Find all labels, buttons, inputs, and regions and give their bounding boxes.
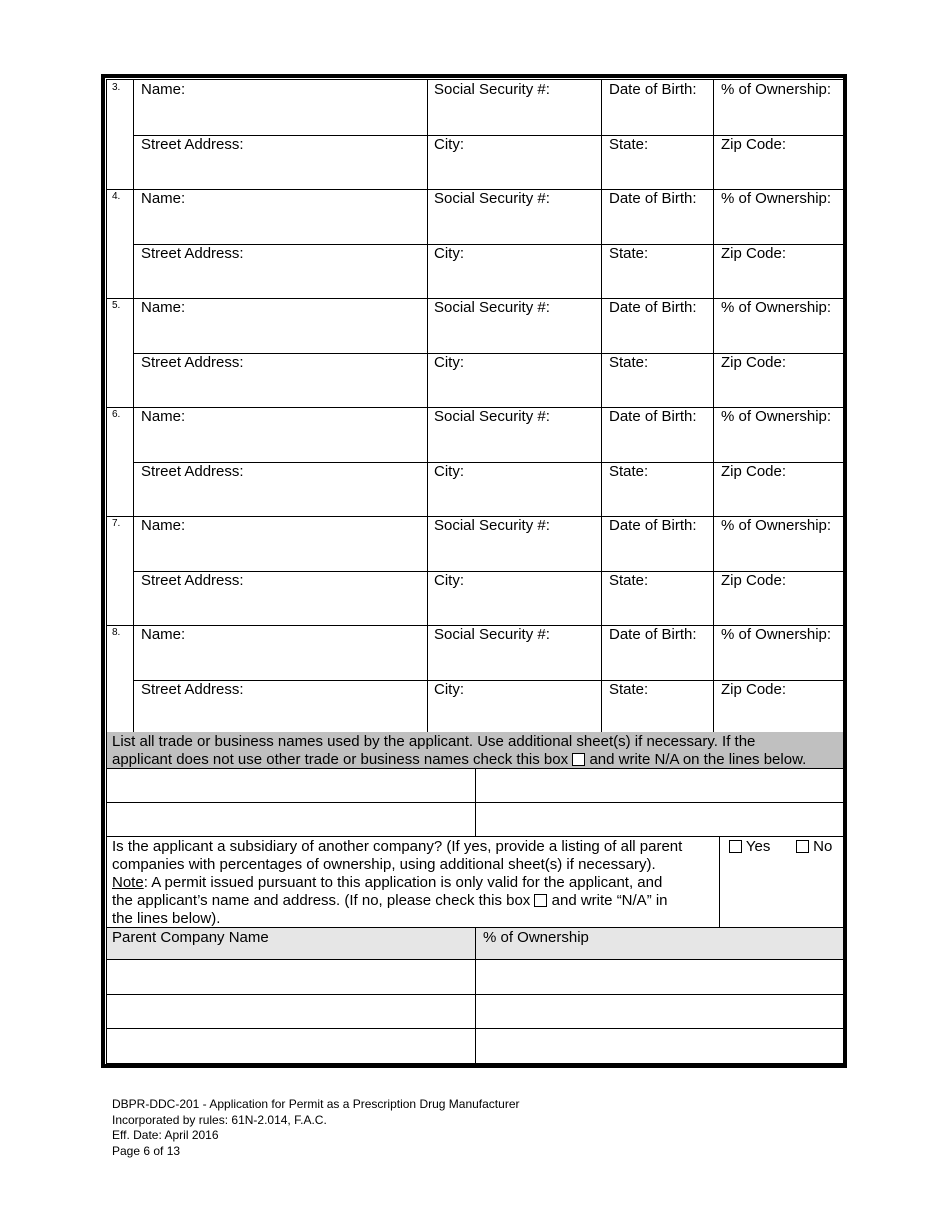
ownership-percent-header: % of Ownership (483, 929, 589, 946)
trade-names-instruction: List all trade or business names used by the applicant. Use additional sheet(s) if necessary. If the applicant does not use other trade or business names check this box and write N/A on the lines below. (112, 733, 807, 768)
owner-number: 5. (112, 300, 121, 311)
owner-ownership-field[interactable]: % of Ownership: (721, 81, 832, 98)
owner-dob-field[interactable]: Date of Birth: (609, 190, 697, 207)
owner-zip-field[interactable]: Zip Code: (721, 245, 787, 262)
owner-street-field[interactable]: Street Address: (141, 681, 244, 698)
owner-name-field[interactable]: Name: (141, 626, 186, 643)
owner-ownership-field[interactable]: % of Ownership: (721, 190, 832, 207)
owner-ssn-field[interactable]: Social Security #: (434, 190, 550, 207)
owner-street-field[interactable]: Street Address: (141, 136, 244, 153)
owner-street-field[interactable]: Street Address: (141, 245, 244, 262)
no-option[interactable]: No (796, 838, 832, 856)
parent-company-name-field[interactable] (107, 960, 475, 994)
owner-state-field[interactable]: State: (609, 245, 649, 262)
trade-name-field-4[interactable] (476, 803, 843, 836)
form-title: DBPR-DDC-201 - Application for Permit as a Prescription Drug Manufacturer (112, 1097, 520, 1111)
yes-checkbox[interactable] (729, 840, 742, 853)
owner-number: 4. (112, 191, 121, 202)
owner-ssn-field[interactable]: Social Security #: (434, 626, 550, 643)
owner-city-field[interactable]: City: (434, 354, 464, 371)
owner-dob-field[interactable]: Date of Birth: (609, 517, 697, 534)
divider (107, 836, 843, 837)
owner-street-field[interactable]: Street Address: (141, 354, 244, 371)
owner-city-field[interactable]: City: (434, 681, 464, 698)
owner-zip-field[interactable]: Zip Code: (721, 136, 787, 153)
owner-city-field[interactable]: City: (434, 572, 464, 589)
owner-ownership-field[interactable]: % of Ownership: (721, 408, 832, 425)
owner-ownership-field[interactable]: % of Ownership: (721, 517, 832, 534)
parent-ownership-field[interactable] (476, 995, 843, 1028)
owner-ssn-field[interactable]: Social Security #: (434, 81, 550, 98)
owner-dob-field[interactable]: Date of Birth: (609, 299, 697, 316)
owner-state-field[interactable]: State: (609, 572, 649, 589)
owner-street-field[interactable]: Street Address: (141, 572, 244, 589)
yes-option[interactable]: Yes (729, 838, 770, 856)
owner-ssn-field[interactable]: Social Security #: (434, 299, 550, 316)
owner-name-field[interactable]: Name: (141, 299, 186, 316)
owner-name-field[interactable]: Name: (141, 517, 186, 534)
owner-zip-field[interactable]: Zip Code: (721, 354, 787, 371)
owner-number: 8. (112, 627, 121, 638)
owner-state-field[interactable]: State: (609, 354, 649, 371)
form-footer (112, 1097, 519, 1159)
trade-name-field-1[interactable] (107, 769, 475, 802)
parent-ownership-field[interactable] (476, 1029, 843, 1063)
owner-name-field[interactable]: Name: (141, 408, 186, 425)
owner-ssn-field[interactable]: Social Security #: (434, 517, 550, 534)
owner-number: 3. (112, 82, 121, 93)
owner-zip-field[interactable]: Zip Code: (721, 572, 787, 589)
effective-date: Eff. Date: April 2016 (112, 1128, 219, 1142)
owner-dob-field[interactable]: Date of Birth: (609, 81, 697, 98)
page-number: Page 6 of 13 (112, 1143, 181, 1158)
owner-dob-field[interactable]: Date of Birth: (609, 626, 697, 643)
owner-number: 7. (112, 518, 121, 529)
owner-state-field[interactable]: State: (609, 463, 649, 480)
parent-company-name-field[interactable] (107, 995, 475, 1028)
no-trade-names-checkbox[interactable] (572, 753, 585, 766)
owner-name-field[interactable]: Name: (141, 190, 186, 207)
divider (719, 836, 720, 927)
owner-city-field[interactable]: City: (434, 463, 464, 480)
parent-company-name-header: Parent Company Name (112, 929, 269, 946)
owner-number: 6. (112, 409, 121, 420)
trade-name-field-3[interactable] (107, 803, 475, 836)
owner-zip-field[interactable]: Zip Code: (721, 463, 787, 480)
rule-reference: Incorporated by rules: 61N-2.014, F.A.C. (112, 1112, 327, 1127)
owner-ownership-field[interactable]: % of Ownership: (721, 299, 832, 316)
subsidiary-question: Is the applicant a subsidiary of another company? (If yes, provide a listing of all parent companies with percentages of ownership, using additional sheet(s) if necessary). Note: A permit issued pursuant to this application is only valid for the applicant, and the applicant’s name and address. (If no, please check this box and write “N/A” in the lines below). (112, 838, 683, 927)
owner-ownership-field[interactable]: % of Ownership: (721, 626, 832, 643)
owner-street-field[interactable]: Street Address: (141, 463, 244, 480)
owner-state-field[interactable]: State: (609, 681, 649, 698)
parent-company-name-field[interactable] (107, 1029, 475, 1063)
no-checkbox[interactable] (796, 840, 809, 853)
owner-name-field[interactable]: Name: (141, 81, 186, 98)
trade-name-field-2[interactable] (476, 769, 843, 802)
owner-city-field[interactable]: City: (434, 245, 464, 262)
parent-ownership-field[interactable] (476, 960, 843, 994)
not-subsidiary-checkbox[interactable] (534, 894, 547, 907)
owner-dob-field[interactable]: Date of Birth: (609, 408, 697, 425)
owner-zip-field[interactable]: Zip Code: (721, 681, 787, 698)
owner-ssn-field[interactable]: Social Security #: (434, 408, 550, 425)
owner-city-field[interactable]: City: (434, 136, 464, 153)
owner-state-field[interactable]: State: (609, 136, 649, 153)
